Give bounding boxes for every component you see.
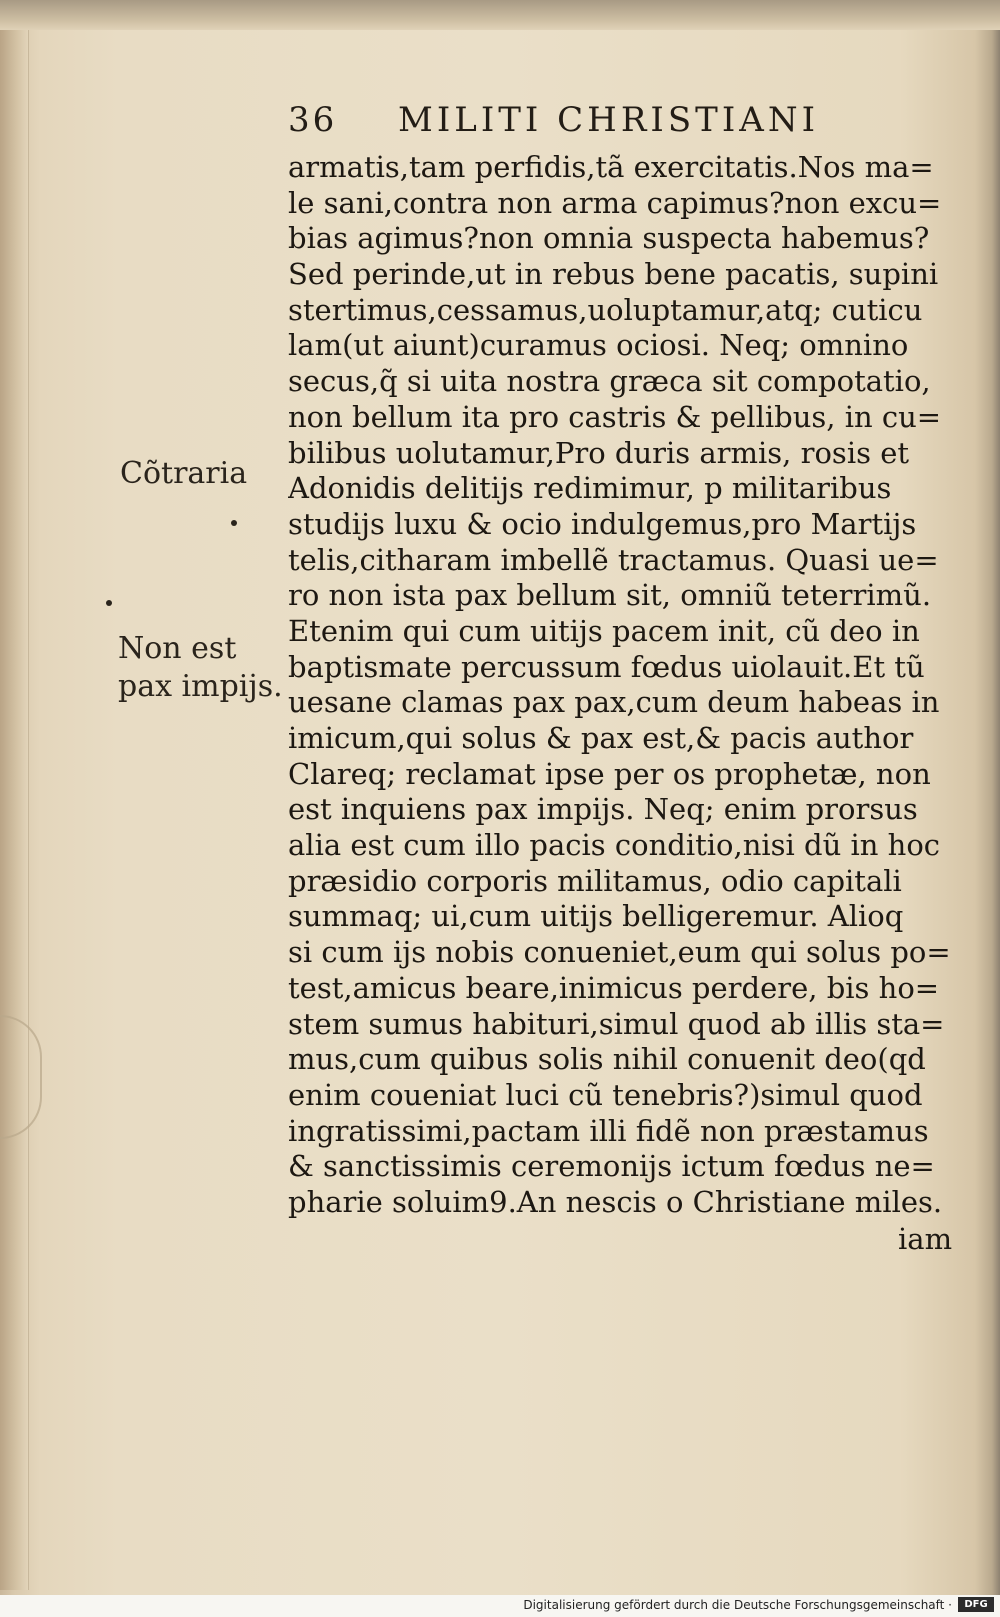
text-line: si cum ijs nobis conueniet,eum qui solus po= bbox=[288, 935, 951, 970]
text-line: & sanctissimis ceremonijs ictum fœdus ne= bbox=[288, 1149, 935, 1184]
body-text bbox=[288, 150, 968, 1221]
text-line: secus,q̃ si uita nostra græca sit compotatio, bbox=[288, 364, 931, 399]
margin-dot bbox=[231, 520, 237, 526]
clip-mark bbox=[0, 1015, 42, 1139]
page-edge-top bbox=[0, 0, 1000, 30]
marginal-note-line: Non est bbox=[118, 631, 237, 666]
text-line: præsidio corporis militamus, odio capitali bbox=[288, 863, 902, 898]
text-line: non bellum ita pro castris & pellibus, in cu= bbox=[288, 399, 942, 434]
text-line: ingratissimi,pactam illi fidẽ non præstamus bbox=[288, 1113, 929, 1148]
page-edge-left bbox=[0, 30, 29, 1590]
text-line: stem sumus habituri,simul quod ab illis sta= bbox=[288, 1006, 945, 1041]
text-line: alia est cum illo pacis conditio,nisi dũ in hoc bbox=[288, 828, 941, 863]
text-line: stertimus,cessamus,uoluptamur,atq; cuticu bbox=[288, 292, 923, 327]
text-line: Sed perinde,ut in rebus bene pacatis, supini bbox=[288, 257, 939, 292]
margin-dot bbox=[106, 600, 112, 606]
text-line: baptismate percussum fœdus uiolauit.Et tũ bbox=[288, 649, 925, 684]
footer-credit: Digitalisierung gefördert durch die Deutsche Forschungsgemeinschaft · bbox=[523, 1598, 952, 1612]
text-line: le sani,contra non arma capimus?non excu= bbox=[288, 185, 942, 220]
marginal-note-line: pax impijs. bbox=[118, 669, 283, 704]
text-line: Clareq; reclamat ipse per os prophetæ, non bbox=[288, 756, 931, 791]
text-line: armatis,tam perfidis,tã exercitatis.Nos ma= bbox=[288, 150, 934, 184]
text-line: Adonidis delitijs redimimur, p militaribus bbox=[288, 471, 892, 506]
text-line: est inquiens pax impijs. Neq; enim prorsus bbox=[288, 792, 918, 827]
text-line: telis,citharam imbellẽ tractamus. Quasi ue= bbox=[288, 542, 939, 577]
dfg-logo: DFG bbox=[958, 1597, 994, 1612]
catchword: iam bbox=[898, 1222, 953, 1256]
text-line: bias agimus?non omnia suspecta habemus? bbox=[288, 221, 930, 256]
text-line: summaq; ui,cum uitijs belligeremur. Alioq bbox=[288, 899, 904, 934]
text-line: bilibus uolutamur,Pro duris armis, rosis et bbox=[288, 435, 910, 470]
text-line: imicum,qui solus & pax est,& pacis author bbox=[288, 721, 914, 755]
page-number: 36 bbox=[288, 100, 338, 140]
text-line: pharie soluim9.An nescis o Christiane miles. bbox=[288, 1184, 943, 1219]
text-line: Etenim qui cum uitijs pacem init, cũ deo in bbox=[288, 613, 920, 648]
text-line: studijs luxu & ocio indulgemus,pro Martijs bbox=[288, 506, 917, 541]
text-line: ro non ista pax bellum sit, omniũ teterrimũ. bbox=[288, 578, 932, 613]
text-line: enim coueniat luci cũ tenebris?)simul quod bbox=[288, 1077, 923, 1112]
text-line: lam(ut aiunt)curamus ociosi. Neq; omnino bbox=[288, 328, 909, 363]
marginal-note-contraria: Cõtraria bbox=[120, 456, 248, 491]
marginal-note-nonest bbox=[118, 630, 283, 706]
text-line: test,amicus beare,inimicus perdere, bis ho= bbox=[288, 970, 940, 1005]
text-line: uesane clamas pax pax,cum deum habeas in bbox=[288, 685, 940, 720]
page-header bbox=[288, 100, 888, 146]
text-line: mus,cum quibus solis nihil conuenit deo(qd bbox=[288, 1042, 926, 1077]
running-title: MILITI CHRISTIANI bbox=[398, 100, 819, 140]
